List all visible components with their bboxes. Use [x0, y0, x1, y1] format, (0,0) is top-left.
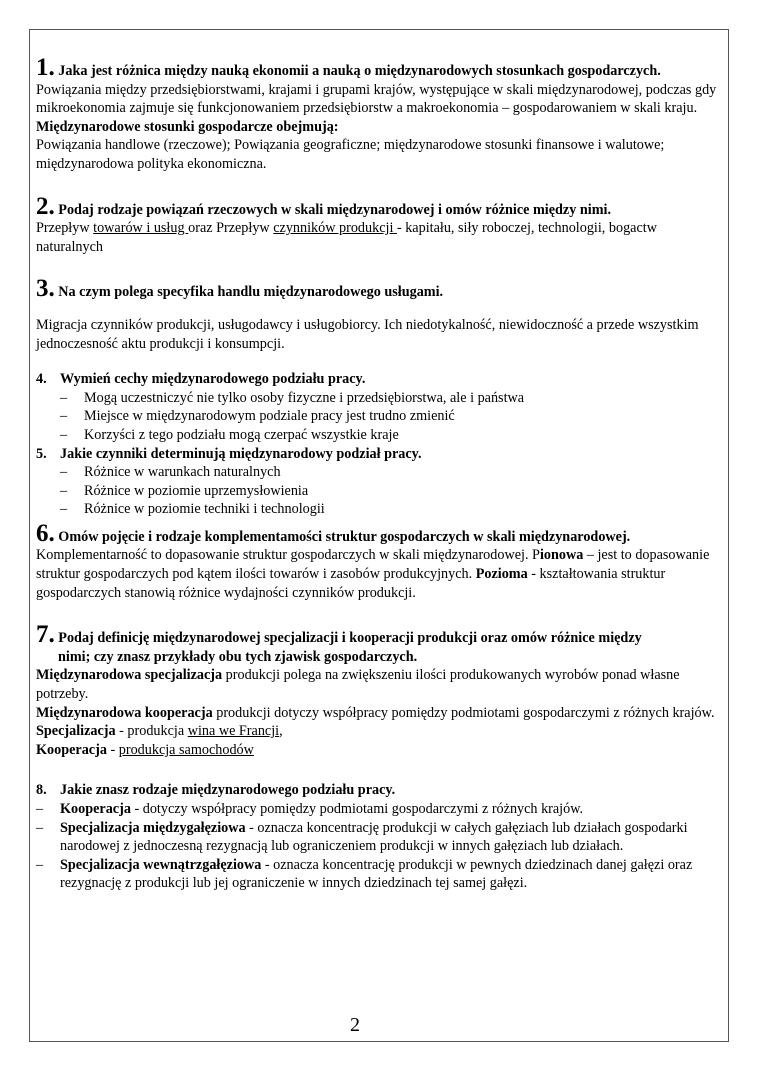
list-item: – Miejsce w międzynarodowym podziale pracy jest trudno zmienić: [60, 407, 720, 426]
question-2-number: 2.: [36, 192, 55, 220]
answer-text: - dotyczy współpracy pomiędzy podmiotami gospodarczymi z różnych krajów.: [130, 801, 584, 817]
bold-term: Międzynarodowa kooperacja: [36, 704, 213, 721]
question-7-example-1: [36, 722, 720, 741]
question-4-heading: [36, 370, 720, 389]
bold-term: Specjalizacja wewnątrzgałęziowa: [60, 856, 262, 873]
list-item: [36, 856, 720, 893]
answer-text: Przepływ: [36, 220, 94, 237]
question-6-number: 6.: [36, 519, 55, 547]
question-3-answer: Migracja czynników produkcji, usługodawcy i usługobiorcy. Ich niedotykalność, niewidoczność a przede wszystkim jednoczesność aktu produkcji i konsumpcji.: [36, 316, 699, 352]
answer-text: produkcji dotyczy współpracy pomiędzy podmiotami gospodarczymi z różnych krajów.: [212, 704, 715, 721]
answer-text: -: [106, 741, 119, 758]
question-1-subheading: Międzynarodowe stosunki gospodarcze obejmują:: [36, 118, 339, 135]
question-1-heading: [36, 54, 720, 81]
question-6-title: Omów pojęcie i rodzaje komplementamości struktur gospodarczych w skali międzynarodowej.: [58, 528, 631, 545]
question-8-title: Jakie znasz rodzaje międzynarodowego podziału pracy.: [60, 782, 396, 799]
page-number: 2: [350, 1014, 360, 1036]
question-1-number: 1.: [36, 54, 55, 81]
list-item: – Różnice w poziomie uprzemysłowienia: [60, 482, 720, 501]
answer-text: - kształtowania struktur gospodarczych stanowią różnice wydajności czynników produkcji.: [36, 566, 666, 601]
list-item: [36, 819, 720, 856]
question-7-cooperation: [36, 704, 720, 723]
question-5-heading: [36, 445, 720, 464]
question-7-title-line1: Podaj definicję międzynarodowej specjalizacji i kooperacji produkcji oraz omów różnice między: [58, 630, 642, 647]
underlined-term: produkcja samochodów: [118, 741, 254, 758]
question-1-title: Jaka jest różnica między nauką ekonomii a nauką o międzynarodowych stosunkach gospodarczych.: [58, 63, 661, 79]
list-item: – Różnice w poziomie techniki i technologii: [60, 500, 720, 519]
answer-text: produkcji polega na zwiększeniu ilości produkowanych wyrobów ponad własne potrzeby.: [36, 667, 680, 703]
list-item: – Mogą uczestniczyć nie tylko osoby fizyczne i przedsiębiorstwa, ale i państwa: [60, 389, 720, 408]
question-1-subanswer: Powiązania handlowe (rzeczowe); Powiązania geograficzne; międzynarodowe stosunki finansowe i walutowe; międzynarodowa polityka ekonomiczna.: [36, 137, 665, 172]
answer-text: Komplementarność to dopasowanie struktur gospodarczych w skali międzynarodowej. P: [36, 547, 540, 564]
question-7-specialization: [36, 666, 720, 703]
underlined-term: wina we Francji: [187, 723, 280, 740]
question-8-list: [36, 800, 720, 893]
answer-text: - oznacza koncentrację produkcji w pewnych dziedzinach danej gałęzi oraz rezygnację z produkcji lub jej ograniczenie w innych dziedzinach tej samej gałęzi.: [60, 856, 693, 892]
question-5-title: Jakie czynniki determinują międzynarodowy podział pracy.: [60, 445, 422, 462]
list-item: – Różnice w warunkach naturalnych: [60, 463, 720, 482]
question-2-answer: [36, 219, 720, 256]
list-item: – Korzyści z tego podziału mogą czerpać wszystkie kraje: [60, 426, 720, 445]
question-2-heading: [36, 192, 720, 220]
answer-text: ,: [279, 723, 283, 740]
bold-term: Kooperacja: [36, 741, 107, 758]
question-3-number: 3.: [36, 275, 55, 303]
answer-text: - kapitału, siły roboczej, technologii, bogactw naturalnych: [36, 220, 657, 255]
question-7-number: 7.: [36, 621, 55, 649]
underlined-term: towarów i usług: [93, 220, 189, 237]
question-7-title-line2: nimi; czy znasz przykłady obu tych zjawisk gospodarczych.: [58, 648, 418, 665]
question-5-number: 5.: [36, 445, 47, 462]
question-8-number: 8.: [36, 782, 47, 799]
question-6-heading: [36, 519, 720, 547]
question-2-title: Podaj rodzaje powiązań rzeczowych w skali międzynarodowej i omów różnice między nimi.: [58, 201, 611, 218]
question-3-heading: [36, 275, 720, 303]
question-4-number: 4.: [36, 371, 47, 388]
question-3-title: Na czym polega specyfika handlu międzynarodowego usługami.: [58, 284, 444, 301]
bold-term: Kooperacja: [60, 801, 131, 817]
answer-text: - oznacza koncentrację produkcji w całych gałęziach lub działach gospodarki narodowej z jednoczesną rezygnacją lub ograniczeniem produkcji w innych gałęziach lub działach.: [60, 819, 688, 855]
document-body: [36, 54, 720, 893]
bold-term: ionowa: [539, 547, 584, 564]
answer-text: - produkcja: [115, 723, 188, 740]
bold-term: Specjalizacja międzygałęziowa: [60, 819, 246, 836]
underlined-term: czynników produkcji: [273, 220, 397, 237]
question-7-heading: [36, 621, 720, 649]
bold-term: Pozioma: [475, 566, 528, 583]
question-5-list: [36, 463, 720, 519]
bold-term: Specjalizacja: [36, 723, 116, 740]
question-1-answer: Powiązania między przedsiębiorstwami, krajami i grupami krajów, występujące w skali międzynarodowej, podczas gdy mikroekonomia zajmuje się funkcjonowaniem przedsiębiorstw a makroekonomia – gospodarowaniem w skali kraju.: [36, 81, 717, 117]
list-item: [36, 800, 720, 819]
bold-term: Międzynarodowa specjalizacja: [36, 667, 223, 684]
question-8-heading: [36, 781, 720, 800]
question-6-answer: [36, 546, 720, 602]
answer-text: – jest to dopasowanie struktur gospodarczych pod kątem ilości towarów i zasobów produkcyjnych.: [36, 547, 710, 583]
question-4-title: Wymień cechy międzynarodowego podziału pracy.: [60, 371, 366, 388]
question-7-example-2: [36, 741, 720, 760]
question-4-list: [36, 389, 720, 445]
answer-text: oraz Przepływ: [188, 220, 274, 237]
